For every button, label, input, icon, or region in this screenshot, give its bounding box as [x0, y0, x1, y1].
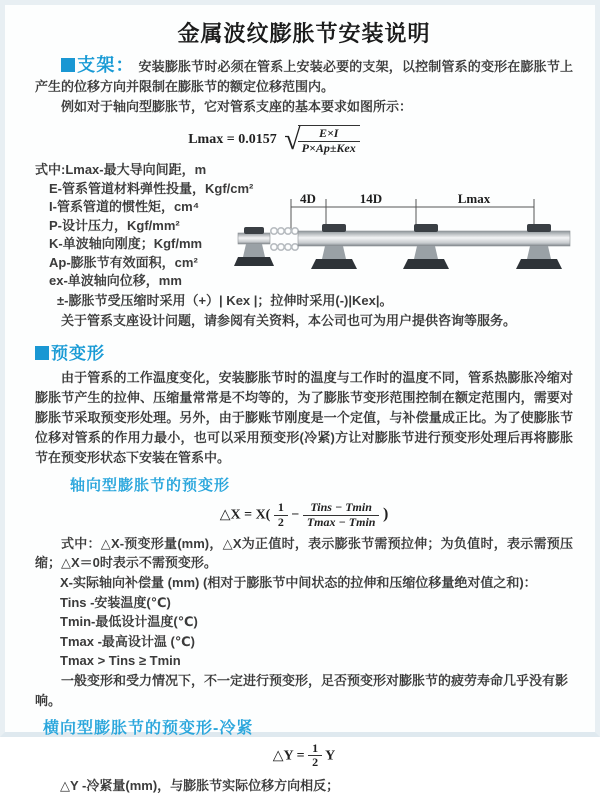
- axial-note1: 式中：△X-预变形量(mm)，△X为正值时，表示膨张节需预拉伸；为负值时，表示需预压缩；△X＝0时表示不需预变形。: [35, 535, 573, 571]
- pipe: [298, 231, 570, 246]
- fraction-numerator: 1: [274, 501, 288, 516]
- fraction-numerator: 1: [308, 742, 322, 757]
- lateral-subheading: 横向型膨胀节的预变形-冷紧: [43, 719, 254, 737]
- axial-subheading: 轴向型膨胀节的预变形: [70, 477, 231, 494]
- section-bullet-icon: [35, 346, 49, 360]
- temp-line: Tins -安装温度(℃): [60, 594, 171, 610]
- fraction-denominator: 2: [277, 514, 284, 529]
- definitions-and-diagram: [35, 161, 573, 291]
- fraction-denominator: 2: [312, 755, 319, 770]
- definition-line: K-单波轴向刚度；Kgf/mm: [49, 236, 203, 251]
- definition-line: E-管系管道材料弹性投量，Kgf/cm²: [49, 180, 254, 196]
- predeform-heading-text: 预变形: [51, 344, 105, 363]
- axial-formula-lhs: △X = X(: [219, 507, 271, 523]
- lmax-formula-radicand: [298, 125, 360, 156]
- sqrt-radical-sign: √: [284, 123, 301, 156]
- service-note: 关于管系支座设计问题，请参阅有关资料，本公司也可为用户提供咨询等服务。: [61, 313, 517, 328]
- predeform-section-heading: [35, 339, 573, 364]
- lateral-note: △Y -冷紧量(mm)，与膨胀节实际位移方向相反；: [60, 778, 340, 794]
- temp-line: Tmin-最低设计温度(℃): [60, 614, 198, 630]
- axial-note2: X-实际轴向补偿量 (mm) (相对于膨胀节中间状态的拉伸和压缩位移量绝对值之和)：: [60, 574, 537, 590]
- temp-line: Tmax -最高设计温 (℃): [60, 633, 195, 649]
- bellows-icon: [271, 228, 298, 250]
- axial-note3: 一般变形和受力情况下，不一定进行预变形，足否预变形对膨胀节的疲劳寿命几乎没有影响。: [35, 672, 569, 708]
- temperature-definitions: [35, 593, 573, 671]
- lateral-formula-fraction: [308, 742, 322, 771]
- lmax-formula-lhs: Lmax = 0.0157: [188, 132, 277, 148]
- lateral-formula-lhs: △Y =: [272, 748, 305, 764]
- axial-formula-half-fraction: [274, 501, 288, 530]
- minus-sign: −: [291, 507, 300, 523]
- definition-line: 式中:Lmax-最大导向间距，m: [35, 162, 207, 177]
- axial-formula: [35, 501, 573, 530]
- support-section-heading: 支架：: [77, 55, 135, 75]
- pipe-stub: [238, 233, 270, 244]
- lmax-formula-numerator: E×I: [298, 127, 360, 142]
- plus-minus-note: ±-膨胀节受压缩时采用（+）| Kex |；拉伸时采用(-)|Kex|。: [57, 293, 393, 308]
- fraction-numerator: Tins − Tmin: [303, 501, 380, 516]
- lmax-formula: [0, 123, 573, 157]
- definition-line: P-设计压力，Kgf/mm²: [49, 217, 180, 233]
- dim-label-lmax: Lmax: [457, 191, 491, 206]
- page-title: 金属波纹膨胀节安装说明: [177, 21, 431, 46]
- support-intro-text: 安装膨胀节时必须在管系上安装必要的支架，以控制管系的变形在膨胀节上产生的位移方向并限制在膨胀节的额定位移范围内。: [35, 59, 573, 94]
- temp-line: Tmax > Tins ≥ Tmin: [60, 653, 181, 669]
- pipe-support-diagram: [234, 191, 579, 287]
- predeform-body-paragraph: 由于管系的工作温度变化，安装膨胀节时的温度与工作时的温度不同，管系热膨胀冷缩对膨胀节产生的拉伸、压缩量常常是不均等的，为了膨胀节变形范围控制在额定范围内，需要对膨胀节采取预变形处理。另外，由于膨账节刚度是一个定值，与补偿量成正比。为了使膨胀节位移对管系的作用力最小，也可以采用预变形(冷紧)方让对膨胀节进行预变形处理后再将膨胀节在预变形状态下安装在管系中。: [35, 370, 573, 465]
- support-intro-paragraph: [35, 55, 573, 97]
- support-example-line: 例如对于轴向型膨胀节，它对管系支座的基本要求如图所示：: [61, 99, 413, 114]
- section-bullet-icon: [61, 58, 75, 72]
- close-paren: ): [382, 505, 389, 523]
- lmax-formula-denominator: P×Ap±Kex: [301, 140, 356, 155]
- dim-label-14d: 14D: [359, 191, 383, 206]
- lateral-formula-rhs: Y: [325, 748, 336, 764]
- fraction-denominator: Tmax − Tmin: [306, 514, 376, 529]
- dim-label-4d: 4D: [300, 191, 316, 206]
- definition-line: Ap-膨胀节有效面积，cm²: [49, 254, 198, 270]
- definition-line: ex-单波轴向位移，mm: [49, 273, 182, 288]
- axial-formula-temp-fraction: [303, 501, 380, 530]
- lateral-formula: [35, 742, 573, 771]
- definition-line: I-管系管道的惯性矩，cm⁴: [49, 199, 200, 214]
